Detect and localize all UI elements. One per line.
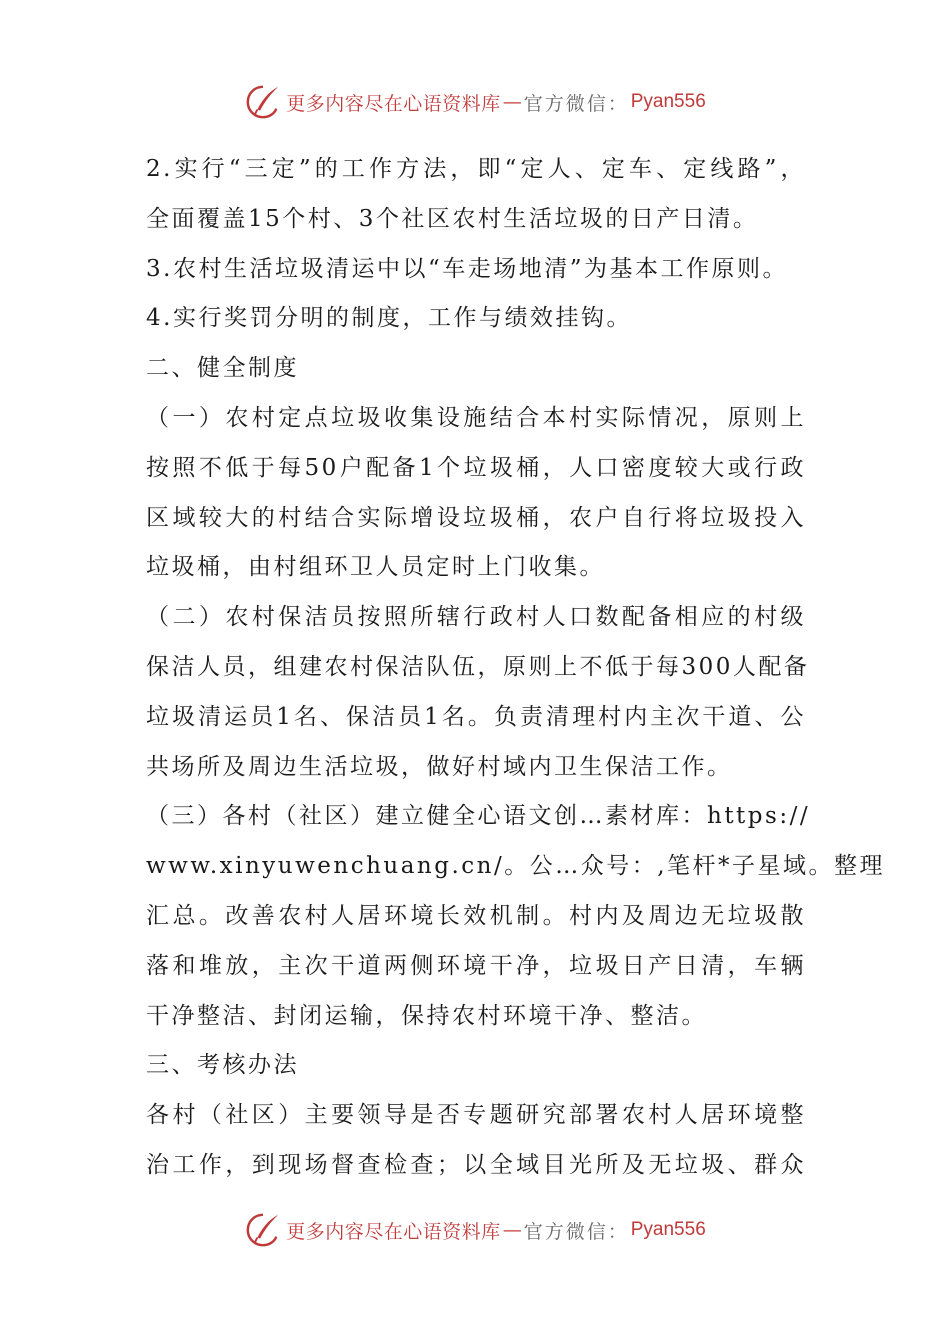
text-line: 4.实行奖罚分明的制度，工作与绩效挂钩。	[146, 305, 632, 332]
banner-dash: —	[502, 1219, 522, 1241]
banner-site-text: 更多内容尽在心语资料库	[286, 92, 501, 115]
text-line: 保洁人员，组建农村保洁队伍，原则上不低于每300人配备	[146, 653, 810, 680]
banner-site-text: 更多内容尽在心语资料库	[286, 1220, 501, 1243]
text-line: （二）农村保洁员按照所辖行政村人口数配备相应的村级	[146, 604, 806, 631]
document-body	[146, 145, 886, 1191]
text-line: 汇总。改善农村人居环境长效机制。村内及周边无垃圾散	[146, 902, 806, 929]
banner-dash: —	[502, 91, 522, 113]
text-line: 共场所及周边生活垃圾，做好村域内卫生保洁工作。	[146, 753, 733, 780]
text-line: 治工作，到现场督查检查；以全域目光所及无垃圾、群众	[146, 1151, 806, 1178]
text-line: 干净整洁、封闭运输，保持农村环境干净、整洁。	[146, 1002, 707, 1029]
banner-wechat-id: Pyan556	[630, 91, 706, 112]
text-line: （三）各村（社区）建立健全心语文创…素材库：https://	[146, 803, 811, 830]
quill-logo-icon	[244, 83, 282, 121]
header-watermark-banner	[0, 82, 950, 122]
text-line: 三、考核办法	[146, 1052, 299, 1079]
text-line: 垃圾清运员1名、保洁员1名。负责清理村内主次干道、公	[146, 703, 806, 730]
text-line: 3.农村生活垃圾清运中以“车走场地清”为基本工作原则。	[146, 255, 788, 282]
text-line: 2.实行“三定”的工作方法，即“定人、定车、定线路”，	[146, 156, 806, 182]
text-line: （一）农村定点垃圾收集设施结合本村实际情况，原则上	[146, 404, 806, 431]
text-line: www.xinyuwenchuang.cn/。公…众号：,笔杆*子星域。整理	[146, 853, 886, 880]
banner-wechat-id: Pyan556	[630, 1219, 706, 1240]
text-line: 全面覆盖15个村、3个社区农村生活垃圾的日产日清。	[146, 205, 759, 232]
quill-logo-icon	[244, 1211, 282, 1249]
text-line: 各村（社区）主要领导是否专题研究部署农村人居环境整	[146, 1102, 806, 1129]
text-line: 落和堆放，主次干道两侧环境干净，垃圾日产日清，车辆	[146, 952, 806, 979]
banner-official-label: 官方微信：	[523, 1220, 629, 1243]
text-line: 二、健全制度	[146, 355, 299, 382]
text-line: 垃圾桶，由村组环卫人员定时上门收集。	[146, 554, 605, 581]
text-line: 按照不低于每50户配备1个垃圾桶，人口密度较大或行政	[146, 454, 806, 481]
text-line: 区域较大的村结合实际增设垃圾桶，农户自行将垃圾投入	[146, 504, 806, 531]
footer-watermark-banner	[0, 1210, 950, 1250]
banner-official-label: 官方微信：	[523, 92, 629, 115]
